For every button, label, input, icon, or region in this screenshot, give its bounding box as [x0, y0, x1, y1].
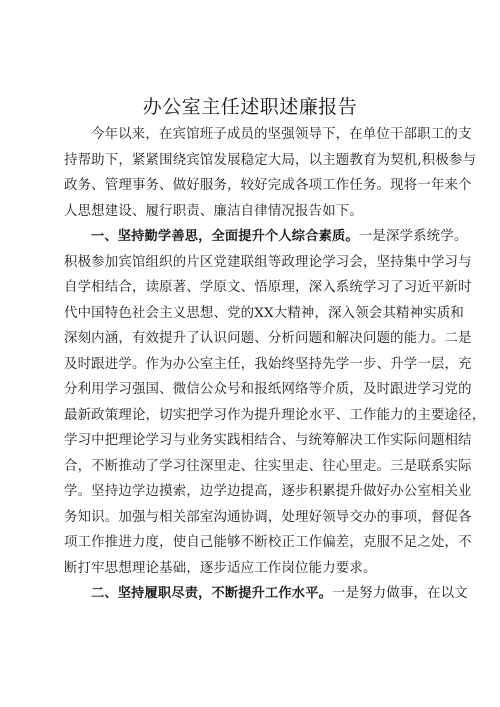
paragraph-line: 持帮助下，紧紧围绕宾馆发展稳定大局，以主题教育为契机,积极参与 [64, 152, 477, 168]
document-body [64, 122, 486, 607]
section-heading-1: 一、坚持勤学善思，全面提升个人综合素质。 [91, 229, 359, 244]
section-heading-1-text: 一是深学系统学。 [358, 229, 468, 244]
paragraph-line: 学。坚持边学边摸索，边学边提高，逐步积累提升做好办公室相关业 [64, 484, 472, 499]
document-title: 办公室主任述职述廉报告 [142, 96, 358, 118]
paragraph-line: 最新政策理论，切实把学习作为提升理论水平、工作能力的主要途径， [64, 407, 486, 423]
paragraph-line: 项工作推进力度，使自己能够不断校正工作偏差，克服不足之处，不 [64, 535, 472, 550]
paragraph-line: 积极参加宾馆组织的片区党建联组等政理论学习会，坚持集中学习与 [64, 254, 472, 270]
paragraph-line: 人思想建设、履行职责、廉洁自律情况报告如下。 [64, 203, 363, 219]
paragraph-line: 及时跟进学。作为办公室主任，我始终坚持先学一步、升学一层，充 [64, 356, 472, 372]
paragraph-line: 务知识。加强与相关部室沟通协调，处理好领导交办的事项，督促各 [64, 509, 472, 525]
paragraph-line: 合，不断推动了学习往深里走、往实里走、往心里走。三是联系实际 [64, 458, 472, 474]
section-heading-2: 二、坚持履职尽责，不断提升工作水平。 [91, 586, 332, 601]
paragraph-line: 深刻内涵，有效提升了认识问题、分析问题和解决问题的能力。二是 [64, 331, 472, 346]
section-heading-line [64, 581, 468, 607]
paragraph-line: 今年以来，在宾馆班子成员的坚强领导下，在单位干部职工的支 [91, 127, 472, 142]
paragraph-line: 分利用学习强国、微信公众号和报纸网络等介质，及时跟进学习党的 [64, 382, 472, 397]
paragraph-line: 代中国特色社会主义思想、党的XX大精神，深入领会其精神实质和 [64, 305, 465, 321]
paragraph-line: 自学相结合，读原著、学原文、悟原理，深入系统学习了习近平新时 [64, 280, 472, 295]
section-heading-line [64, 224, 468, 250]
paragraph-line: 学习中把理论学习与业务实践相结合、与统筹解决工作实际问题相结 [64, 433, 472, 448]
paragraph-line: 断打牢思想理论基础，逐步适应工作岗位能力要求。 [64, 560, 377, 576]
section-heading-2-text: 一是努力做事，在以文 [331, 586, 468, 601]
paragraph-line: 政务、管理事务、做好服务，较好完成各项工作任务。现将一年来个 [64, 178, 472, 193]
